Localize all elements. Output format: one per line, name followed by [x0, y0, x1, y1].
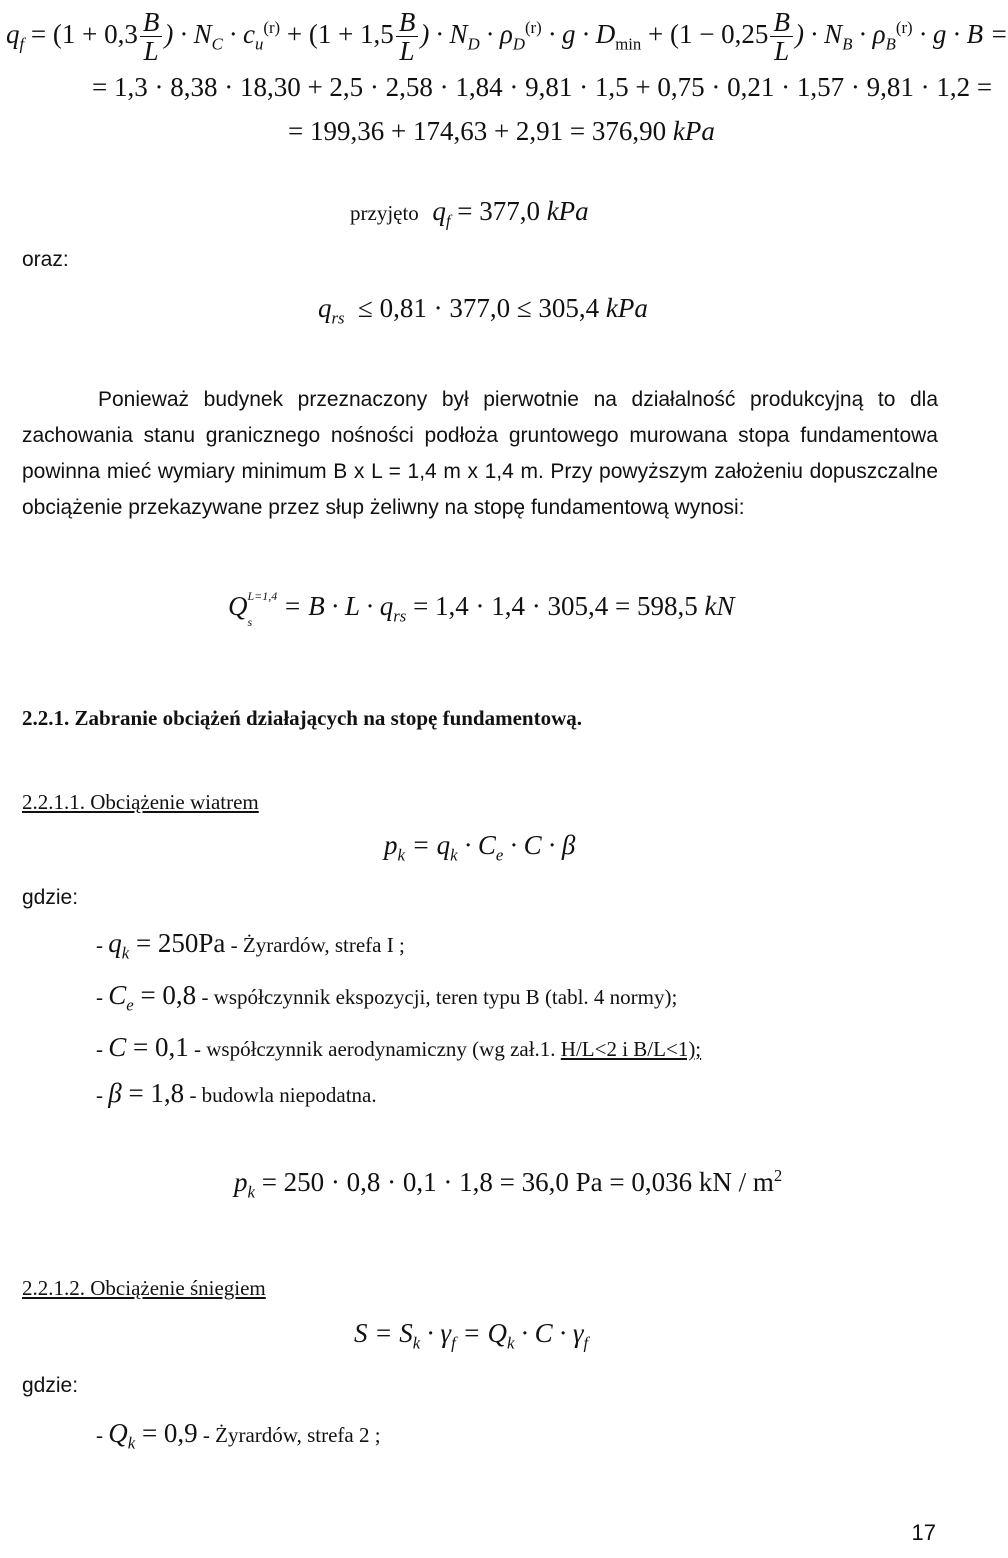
value: = 377,0	[457, 196, 540, 226]
unit: kPa	[546, 196, 589, 226]
sub: rs	[331, 308, 345, 328]
sub: k	[397, 845, 405, 865]
sub: D	[512, 34, 525, 54]
text: · ρ	[852, 19, 886, 50]
sub: k	[127, 1433, 136, 1453]
desc: - współczynnik ekspozycji, teren typu B (tabl. 4 normy);	[196, 985, 678, 1009]
sub: k	[506, 1333, 515, 1353]
var-q: q	[6, 19, 20, 50]
desc-underlined: H/L<2 i B/L<1);	[560, 1037, 702, 1061]
gdzie-label-1: gdzie:	[22, 886, 79, 909]
sub: k	[121, 943, 130, 963]
text: = Q	[455, 1318, 507, 1348]
section-heading-2-2-1-2: 2.2.1.2. Obciążenie śniegiem	[22, 1276, 266, 1300]
formula-qf-line2: = 1,3 · 8,38 · 18,30 + 2,5 · 2,58 · 1,84 · 9,81 · 1,5 + 0,75 · 0,21 · 1,57 · 9,81 · 1,2 =	[92, 72, 993, 102]
text: = q	[411, 830, 451, 860]
sub: rs	[393, 606, 407, 626]
val: = 250Pa	[129, 928, 226, 958]
wind-item-ce	[96, 980, 677, 1015]
text: · C · β	[503, 830, 576, 860]
text: · c	[222, 19, 256, 50]
text: ) · N	[164, 19, 212, 50]
sub: e	[495, 845, 504, 865]
sub: k	[247, 1182, 255, 1202]
num: B	[396, 8, 419, 37]
sym: C	[108, 1032, 127, 1062]
expr: ≤ 0,81 · 377,0 ≤ 305,4	[358, 293, 600, 323]
fraction-b-l-1	[140, 8, 163, 66]
sup: (r)	[263, 18, 281, 38]
sym: Q	[108, 1418, 128, 1448]
dash: -	[96, 1423, 103, 1447]
var: q	[432, 196, 446, 226]
body-paragraph: Ponieważ budynek przeznaczony był pierwotnie na działalność produkcyjną to dla zachowania stanu granicznego nośności podłoża gruntowego murowana stopa fundamentowa powinna mieć wymiary minimum B x L = 1,4 m x 1,4 m. Przy powyższym założeniu dopuszczalne obciążenie przekazywane przez słup żeliwny na stopę fundamentową wynosi:	[22, 388, 938, 519]
sub: min	[615, 34, 642, 54]
formula-qs	[228, 590, 735, 628]
sup: L=1,4	[247, 589, 278, 603]
desc: - współczynnik aerodynamiczny (wg zał.1.	[188, 1037, 561, 1061]
unit: kN	[704, 591, 735, 622]
snow-formula	[354, 1318, 588, 1353]
desc: - budowla niepodatna.	[184, 1083, 377, 1107]
unit: kPa	[672, 116, 715, 146]
sub: B	[885, 34, 896, 54]
val: = 0,1	[126, 1032, 189, 1062]
wind-item-c	[96, 1032, 701, 1063]
formula-qf-line1	[6, 8, 1008, 66]
sub: f	[445, 211, 451, 231]
wind-item-beta	[96, 1078, 377, 1109]
text: + (1 + 1,5	[280, 19, 394, 50]
den: L	[143, 36, 159, 67]
text: ) · N	[420, 19, 468, 50]
wind-result	[234, 1166, 782, 1202]
wind-item-qk	[96, 928, 405, 963]
text: = (1 + 0,3	[24, 19, 138, 50]
sym: β	[108, 1078, 122, 1108]
gdzie-label-2: gdzie:	[22, 1374, 79, 1397]
var: q	[318, 293, 332, 323]
fraction-b-l-3	[770, 8, 793, 66]
label: przyjęto	[350, 201, 419, 225]
dash: -	[96, 1037, 103, 1061]
text: S = S	[354, 1318, 413, 1348]
val: = 0,8	[133, 980, 197, 1010]
wind-formula	[384, 830, 575, 865]
text: · g · D	[541, 19, 616, 50]
text: · C · γ	[514, 1318, 584, 1348]
sub: D	[467, 34, 480, 54]
text: = 199,36 + 174,63 + 2,91 = 376,90	[288, 116, 667, 146]
desc: - Żyrardów, strefa 2 ;	[197, 1423, 381, 1447]
text: · ρ	[479, 19, 513, 50]
dash: -	[96, 985, 103, 1009]
dash: -	[96, 1083, 103, 1107]
text: + (1 − 0,25	[641, 19, 769, 50]
unit: kPa	[605, 293, 648, 323]
sub: f	[583, 1333, 589, 1353]
expr: = B · L · q	[283, 591, 394, 622]
sym: q	[108, 928, 122, 958]
section-heading-2-2-1-1: 2.2.1.1. Obciążenie wiatrem	[22, 790, 259, 814]
formula-qrs	[318, 293, 648, 328]
val: = 0,9	[135, 1418, 198, 1448]
expr: = 1,4 · 1,4 · 305,4 = 598,5	[413, 591, 698, 622]
sub: C	[211, 34, 223, 54]
sub: e	[126, 995, 134, 1015]
expr: = 250 · 0,8 · 0,1 · 1,8 = 36,0 Pa = 0,036 kN / m	[261, 1167, 774, 1197]
den: L	[774, 36, 790, 67]
var: Q	[228, 591, 248, 622]
snow-item-qk	[96, 1418, 381, 1453]
page-number: 17	[911, 1520, 936, 1545]
section-heading-2-2-1: 2.2.1. Zabranie obciążeń działających na stopę fundamentową.	[22, 706, 583, 730]
num: B	[140, 8, 163, 37]
num: B	[770, 8, 793, 37]
sub: k	[412, 1333, 421, 1353]
sup: (r)	[524, 18, 542, 38]
val: = 1,8	[121, 1078, 185, 1108]
sup: (r)	[895, 18, 913, 38]
text: · γ	[420, 1318, 452, 1348]
oraz-label: oraz:	[22, 248, 69, 271]
sym: C	[108, 980, 127, 1010]
var: p	[384, 830, 398, 860]
formula-qf-line3	[288, 116, 715, 147]
sub: k	[450, 845, 458, 865]
text: · C	[457, 830, 496, 860]
accepted-qf	[350, 196, 589, 231]
den: L	[399, 36, 415, 67]
dash: -	[96, 933, 103, 957]
sub: f	[19, 34, 25, 54]
sup: 2	[773, 1166, 783, 1185]
sub: f	[451, 1333, 456, 1353]
sub: B	[842, 34, 853, 54]
var: p	[234, 1167, 248, 1197]
sub: s	[247, 615, 253, 629]
sub: u	[255, 34, 264, 54]
text: · g · B =	[912, 19, 1008, 50]
fraction-b-l-2	[396, 8, 419, 66]
desc: - Żyrardów, strefa I ;	[225, 933, 405, 957]
text: ) · N	[794, 19, 843, 50]
